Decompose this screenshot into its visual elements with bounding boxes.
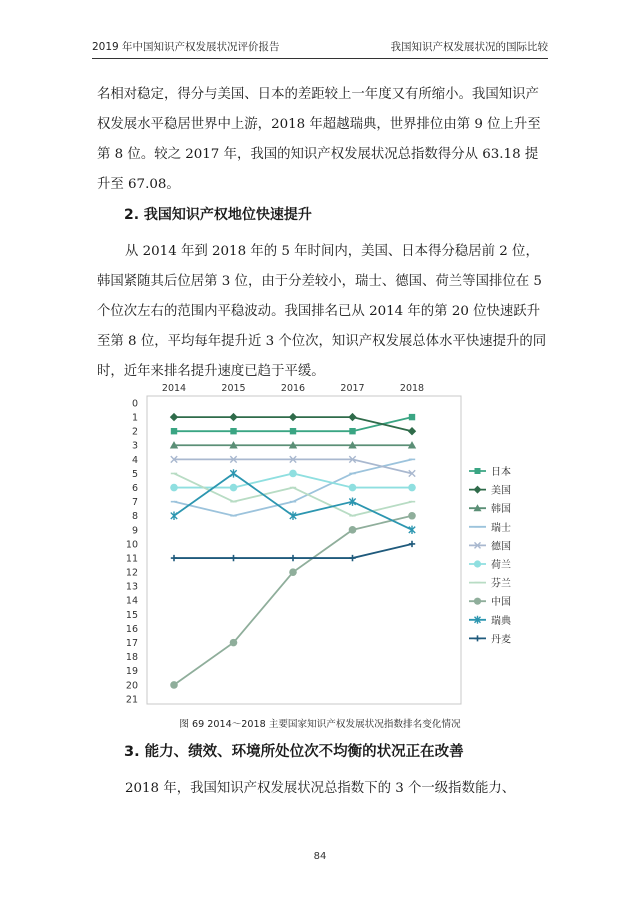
data-point: [230, 484, 238, 492]
legend-item: [469, 614, 512, 627]
section-heading-2: 2. 我国知识产权地位快速提升: [124, 207, 312, 223]
x-tick-label: 2014: [161, 383, 187, 394]
y-tick-label: 5: [131, 468, 138, 480]
legend-label: 美国: [491, 485, 511, 497]
y-tick-label: 10: [125, 539, 138, 551]
data-point: [289, 568, 297, 576]
legend-label: 瑞典: [491, 615, 511, 627]
data-point: [349, 484, 357, 492]
y-tick-label: 4: [131, 454, 138, 466]
data-point: [475, 635, 481, 641]
ranking-line-chart: [112, 378, 532, 714]
data-point: [408, 512, 416, 520]
header-report-title: 2019 年中国知识产权发展状况评价报告: [92, 41, 280, 53]
legend-item: [469, 595, 511, 608]
y-tick-label: 12: [125, 567, 138, 579]
x-tick-label: 2015: [221, 383, 246, 394]
data-point: [408, 484, 416, 492]
y-tick-label: 15: [125, 609, 138, 621]
data-point: [349, 428, 355, 434]
y-tick-label: 20: [125, 680, 138, 692]
x-axis-ticks: [162, 383, 424, 394]
data-point: [474, 486, 482, 494]
section-heading-3: 3. 能力、绩效、环境所处位次不均衡的状况正在改善: [124, 744, 464, 760]
legend-label: 芬兰: [491, 578, 511, 590]
legend-label: 荷兰: [491, 560, 511, 571]
paragraph-dimensions: 2018 年，我国知识产权发展状况总指数下的 3 个一级指数能力、: [125, 781, 516, 796]
y-tick-label: 1: [131, 412, 138, 424]
x-tick-label: 2017: [340, 383, 365, 394]
data-point: [230, 428, 236, 434]
y-tick-label: 11: [125, 553, 138, 565]
y-tick-label: 14: [125, 595, 138, 607]
legend-item: [469, 539, 511, 552]
header-chapter-title: 我国知识产权发展状况的国际比较: [390, 41, 548, 53]
legend-label: 德国: [491, 541, 511, 553]
data-point: [289, 470, 297, 478]
page-header: [92, 36, 548, 54]
x-tick-label: 2016: [280, 383, 306, 394]
y-axis-ticks: [126, 398, 138, 705]
paragraph-ranking-summary: 名相对稳定，得分与美国、日本的差距较上一年度又有所缩小。我国知识产权发展水平稳居世界中上游，2018 年超越瑞典，世界排位由第 9 位上升至第 8 位。较之 2017 年，我国的知识产权发展状况总指数得分从 63.18 提升至 67.08。: [97, 87, 541, 192]
y-tick-label: 21: [125, 694, 138, 706]
data-point: [349, 526, 357, 534]
data-point: [170, 681, 178, 689]
legend-item: [469, 502, 511, 515]
y-tick-label: 0: [131, 398, 138, 410]
legend-item: [469, 465, 511, 478]
y-tick-label: 13: [125, 581, 138, 593]
data-point: [409, 414, 415, 420]
header-divider: [92, 58, 548, 59]
data-point: [171, 428, 177, 434]
y-tick-label: 2: [131, 426, 138, 438]
y-tick-label: 3: [131, 440, 138, 452]
data-point: [170, 484, 178, 492]
data-point: [475, 468, 481, 474]
legend-label: 日本: [491, 467, 511, 478]
figure-caption: 图 69 2014～2018 主要国家知识产权发展状况指数排名变化情况: [179, 719, 461, 730]
plot-area: [147, 396, 461, 704]
data-point: [230, 639, 238, 647]
y-tick-label: 16: [125, 623, 138, 635]
legend-label: 韩国: [491, 504, 511, 516]
y-tick-label: 7: [131, 497, 138, 509]
chart-legend: [469, 465, 512, 645]
y-tick-label: 19: [125, 666, 138, 678]
data-point: [474, 598, 481, 605]
data-point: [474, 560, 481, 567]
y-tick-label: 18: [125, 652, 138, 664]
legend-label: 丹麦: [491, 634, 511, 646]
y-tick-label: 17: [125, 638, 138, 650]
legend-label: 中国: [491, 597, 511, 609]
legend-item: [469, 558, 511, 571]
y-tick-label: 8: [131, 511, 138, 523]
page-number: 84: [313, 851, 327, 862]
legend-item: [469, 484, 511, 497]
x-tick-label: 2018: [399, 383, 425, 394]
legend-label: 瑞士: [491, 522, 511, 534]
y-tick-label: 9: [131, 525, 138, 537]
legend-item: [469, 521, 511, 534]
data-point: [290, 428, 296, 434]
paragraph-rank-trend: 从 2014 年到 2018 年的 5 年时间内，美国、日本得分稳居前 2 位，韩国紧随其后位居第 3 位，由于分差较小，瑞士、德国、荷兰等国排位在 5 个位次左右的范围内平稳波动。我国排名已从 2014 年的第 20 位快速跃升至第 8 位，平均每年提升近 3 个位次，知识产权发展总体水平快速提升的同时，近年来排名提升速度已趋于平缓。: [97, 244, 547, 379]
legend-item: [469, 632, 511, 645]
y-tick-label: 6: [131, 482, 138, 494]
legend-item: [469, 577, 511, 590]
